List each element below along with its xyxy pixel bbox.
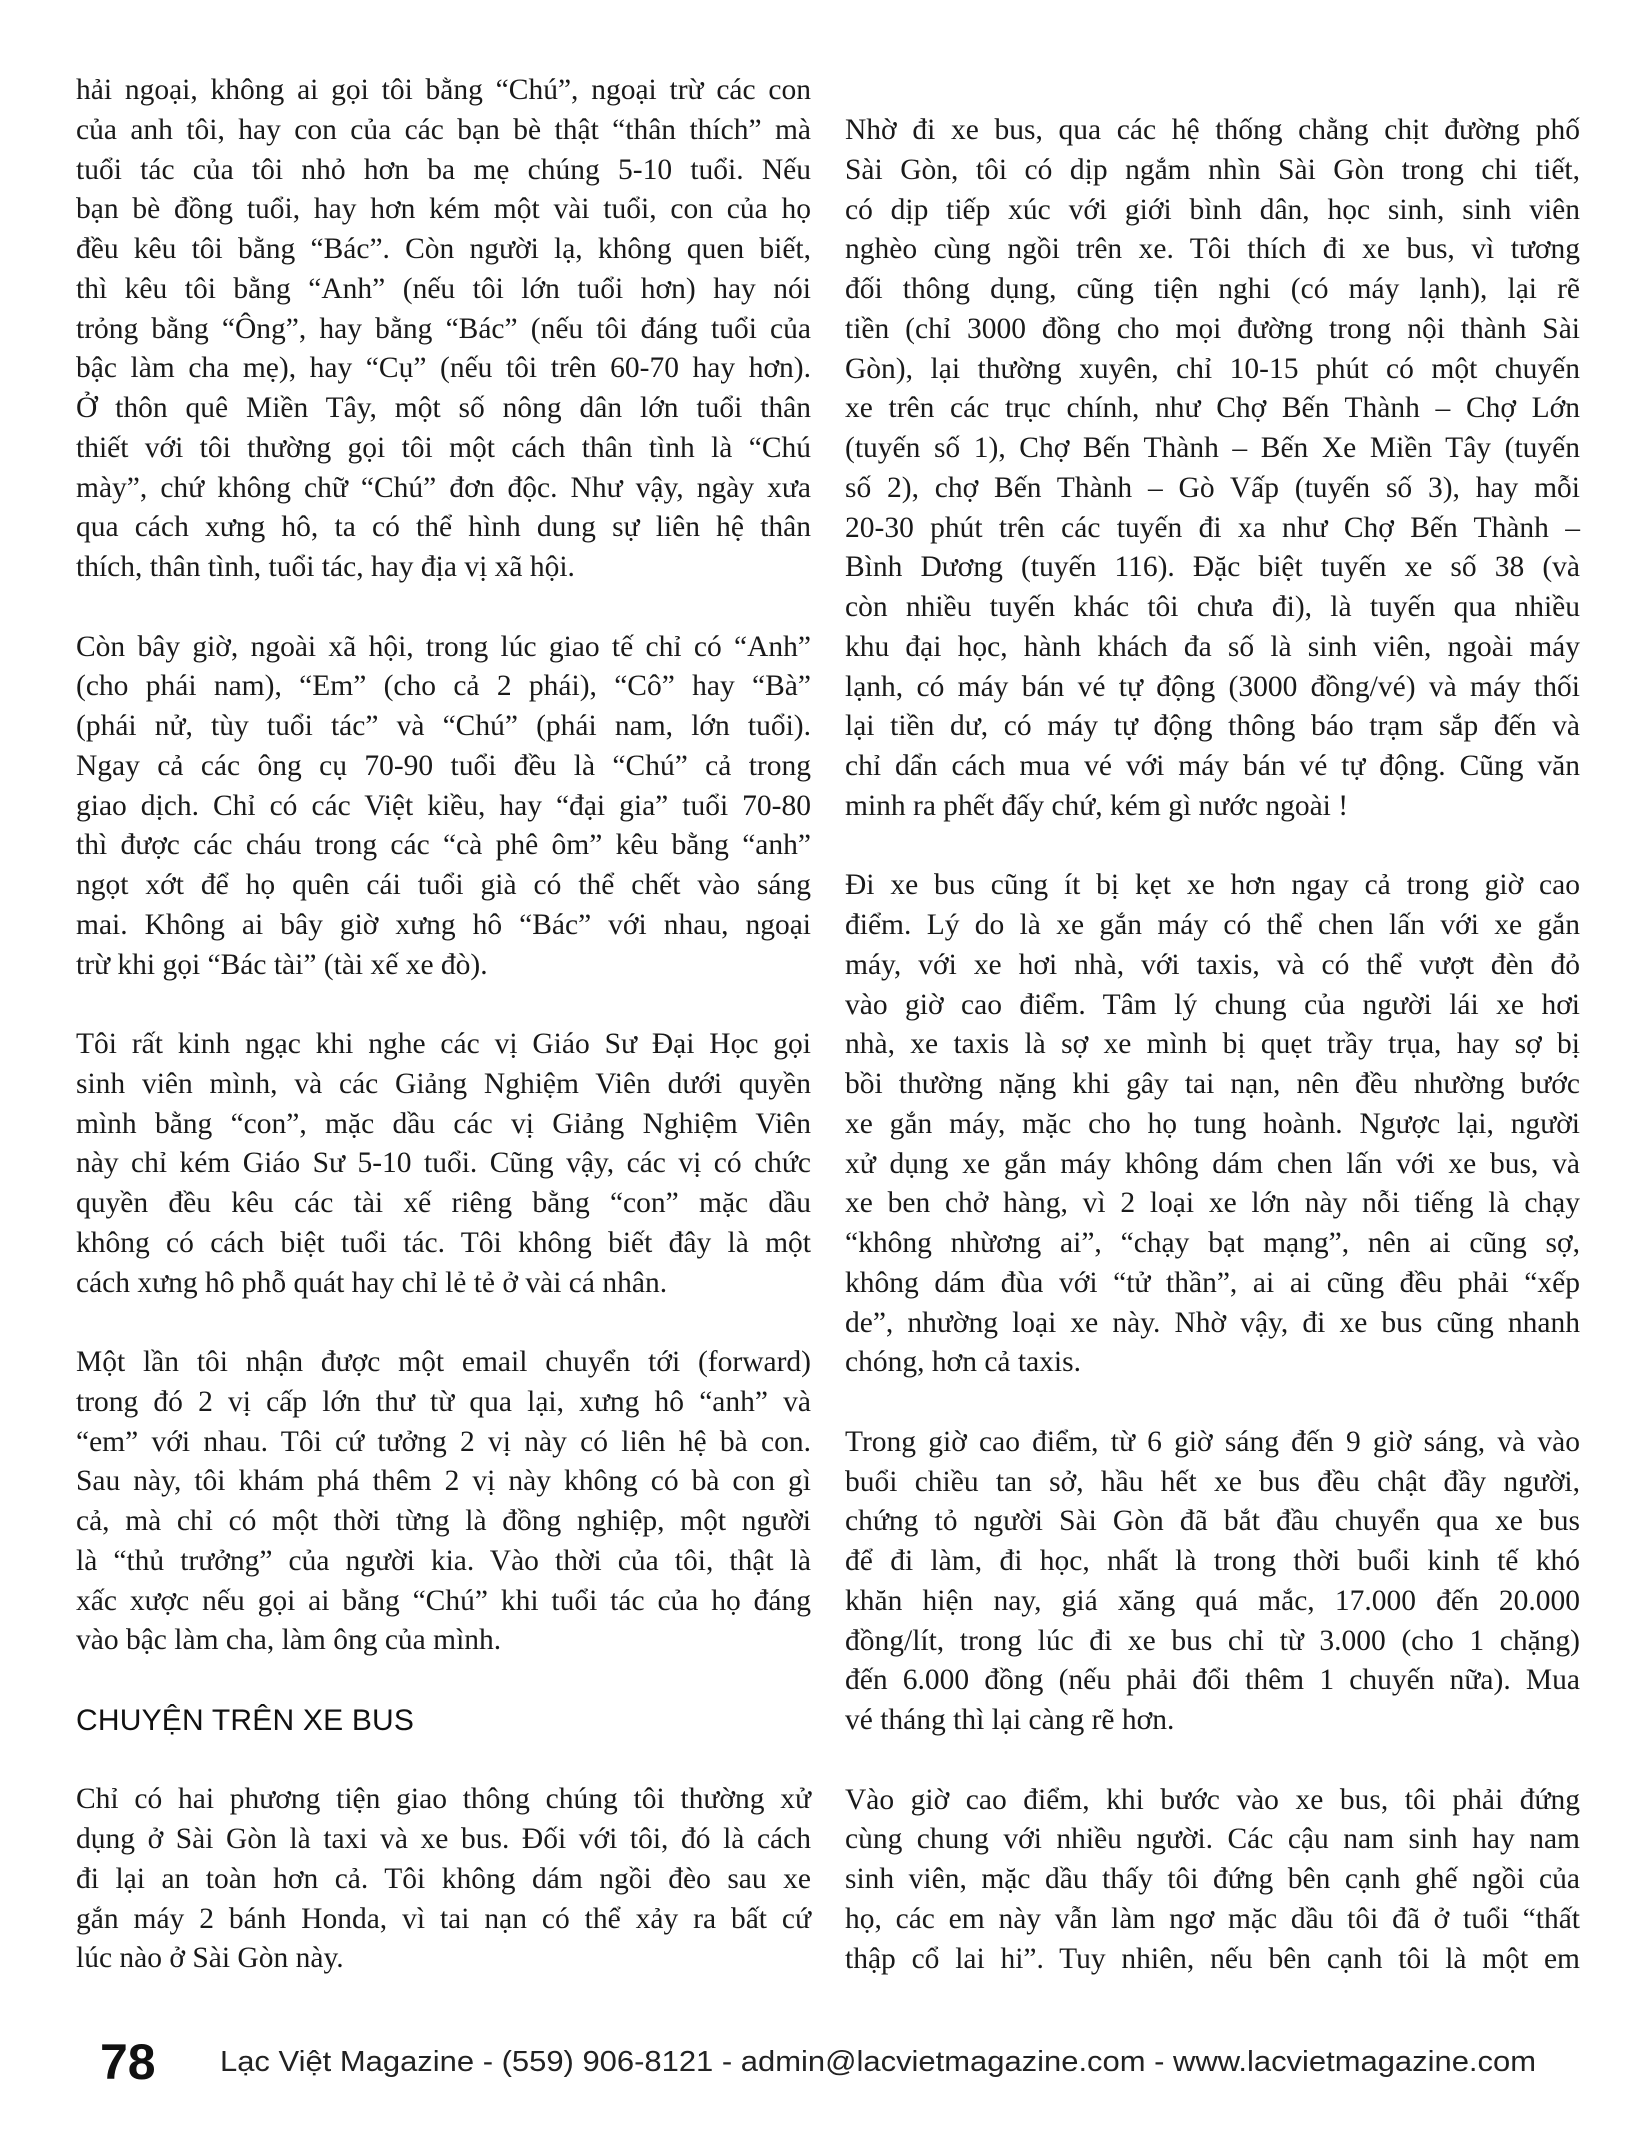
- article-paragraph: [76, 1343, 811, 1661]
- text-line: của anh tôi, hay con của các bạn bè thật “thân thích” mà: [76, 113, 811, 146]
- text-line: cách xưng hô phỗ quát hay chỉ lẻ tẻ ở vài cá nhân.: [76, 1266, 668, 1299]
- text-line: thích, thân tình, tuổi tác, hay địa vị xã hội.: [76, 551, 575, 583]
- text-line: không có cách biệt tuổi tác. Tôi không biết đây là một: [76, 1226, 811, 1259]
- text-line: (cho phái nam), “Em” (cho cả 2 phái), “Cô” hay “Bà”: [76, 670, 811, 703]
- text-line: 20-30 phút trên các tuyến đi xa như Chợ Bến Thành –: [845, 511, 1580, 544]
- text-line: (tuyến số 1), Chợ Bến Thành – Bến Xe Miền Tây (tuyến: [845, 432, 1580, 464]
- text-line: cả, mà chỉ có một thời từng là đồng nghiệp, một người: [76, 1505, 811, 1537]
- text-line: máy, với xe hơi nhà, với taxis, và có thể vượt đèn đỏ: [845, 948, 1580, 981]
- text-line: tuổi tác của tôi nhỏ hơn ba mẹ chúng 5-10 tuổi. Nếu: [76, 153, 811, 186]
- text-line: không dám đùa với “tử thần”, ai ai cũng đều phải “xếp: [845, 1266, 1580, 1299]
- article-paragraph: [76, 71, 811, 588]
- text-line: khăn hiện nay, giá xăng quá mắc, 17.000 đến 20.000: [845, 1584, 1580, 1617]
- text-line: trỏng bằng “Ông”, hay bằng “Bác” (nếu tôi đáng tuổi của: [76, 312, 811, 345]
- text-line: “không nhừơng ai”, “chạy bạt mạng”, nên ai cũng sợ,: [845, 1227, 1580, 1259]
- text-line: buổi chiều tan sở, hầu hết xe bus đều chật đầy người,: [845, 1465, 1580, 1498]
- text-line: Còn bây giờ, ngoài xã hội, trong lúc giao tế chỉ có “Anh”: [76, 630, 811, 663]
- article-paragraph: [845, 1423, 1580, 1741]
- text-line: vào bậc làm cha, làm ông của mình.: [76, 1624, 502, 1657]
- text-line: này chỉ kém Giáo Sư 5-10 tuổi. Cũng vậy, các vị có chức: [76, 1147, 811, 1180]
- text-line: xấc xược nếu gọi ai bằng “Chú” khi tuổi tác của họ đáng: [76, 1584, 811, 1617]
- text-line: Sau này, tôi khám phá thêm 2 vị này không có bà con gì: [76, 1465, 811, 1498]
- text-line: Sài Gòn, tôi có dịp ngắm nhìn Sài Gòn trong chi tiết,: [845, 153, 1580, 186]
- text-line: bậc làm cha mẹ), hay “Cụ” (nếu tôi trên 60-70 hay hơn).: [76, 352, 811, 385]
- text-line: nghèo cùng ngồi trên xe. Tôi thích đi xe bus, vì tương: [845, 233, 1580, 266]
- text-line: giao dịch. Chỉ có các Việt kiều, hay “đại gia” tuổi 70-80: [76, 789, 811, 822]
- text-line: Một lần tôi nhận được một email chuyển tới (forward): [76, 1346, 811, 1378]
- text-line: số 2), chợ Bến Thành – Gò Vấp (tuyến số 3), hay mỗi: [845, 471, 1580, 504]
- text-line: Gòn), lại thường xuyên, chỉ 10-15 phút có một chuyến: [845, 352, 1580, 385]
- text-line: mình bằng “con”, mặc dầu các vị Giảng Nghiệm Viên: [76, 1107, 811, 1140]
- text-line: trong đó 2 vị cấp lớn thư từ qua lại, xưng hô “anh” và: [76, 1385, 811, 1418]
- text-line: thiết với tôi thường gọi tôi một cách thân tình là “Chú: [76, 431, 811, 464]
- text-line: Vào giờ cao điểm, khi bước vào xe bus, tôi phải đứng: [845, 1783, 1580, 1816]
- text-line: Đi xe bus cũng ít bị kẹt xe hơn ngay cả trong giờ cao: [845, 869, 1580, 902]
- magazine-contact-info: Lạc Việt Magazine - (559) 906-8121 - admin@lacvietmagazine.com - www.lacvietmagazine.com: [220, 2046, 1536, 2078]
- text-line: lại tiền dư, có máy tự động thông báo trạm sắp đến và: [845, 710, 1580, 743]
- text-line: là “thủ trưởng” của người kia. Vào thời của tôi, thật là: [76, 1544, 811, 1577]
- text-line: ngọt xớt để họ quên cái tuổi già có thể chết vào sáng: [76, 869, 811, 901]
- text-line: xe gắn máy, mặc cho họ tung hoành. Ngược lại, người: [845, 1107, 1580, 1140]
- text-line: chỉ dẩn cách mua vé với máy bán vé tự động. Cũng văn: [845, 750, 1580, 782]
- text-line: vào giờ cao điểm. Tâm lý chung của người lái xe hơi: [845, 988, 1580, 1021]
- text-line: minh ra phết đấy chứ, kém gì nước ngoài !: [845, 789, 1349, 822]
- text-line: xe trên các trục chính, như Chợ Bến Thành – Chợ Lớn: [845, 392, 1580, 425]
- page-footer: [100, 2030, 1580, 2094]
- page-number: 78: [100, 2034, 156, 2090]
- article-paragraph: [845, 1781, 1580, 1980]
- text-line: đều kêu tôi bằng “Bác”. Còn người lạ, không quen biết,: [76, 233, 811, 265]
- text-line: xe ben chở hàng, vì 2 loại xe lớn này nỗi tiếng là chạy: [845, 1187, 1580, 1220]
- text-line: bồi thường nặng khi gây tai nạn, nên đều nhường bước: [845, 1068, 1580, 1100]
- left-column: [76, 71, 811, 2019]
- text-line: vé tháng thì lại càng rẽ hơn.: [845, 1704, 1175, 1736]
- text-line: còn nhiều tuyến khác tôi chưa đi), là tuyến qua nhiều: [845, 591, 1580, 623]
- text-line: họ, các em này vẫn làm ngơ mặc dầu tôi đã ở tuổi “thất: [845, 1902, 1580, 1935]
- text-line: de”, nhường loại xe này. Nhờ vậy, đi xe bus cũng nhanh: [845, 1306, 1580, 1339]
- text-line: dụng ở Sài Gòn là taxi và xe bus. Đối với tôi, đó là cách: [76, 1823, 811, 1855]
- text-line: (phái nử, tùy tuổi tác” và “Chú” (phái nam, lớn tuổi).: [76, 710, 811, 742]
- section-heading: CHUYỆN TRÊN XE BUS: [76, 1703, 415, 1737]
- text-line: mày”, chứ không chữ “Chú” đơn độc. Như vậy, ngày xưa: [76, 471, 811, 504]
- text-line: có dịp tiếp xúc với giới bình dân, học sinh, sinh viên: [845, 193, 1580, 226]
- text-line: xử dụng xe gắn máy không dám chen lấn với xe bus, và: [845, 1147, 1580, 1180]
- text-line: bạn bè đồng tuổi, hay hơn kém một vài tuổi, con của họ: [76, 193, 811, 226]
- text-line: điểm. Lý do là xe gắn máy có thể chen lấn với xe gắn: [845, 909, 1580, 941]
- article-paragraph: [76, 628, 811, 986]
- text-line: nhà, xe taxis là sợ xe mình bị quẹt trầy trụa, hay sợ bị: [845, 1028, 1580, 1061]
- text-line: Nhờ đi xe bus, qua các hệ thống chằng chịt đường phố: [845, 114, 1580, 146]
- text-line: sinh viên, mặc dầu thấy tôi đứng bên cạnh ghế ngồi của: [845, 1863, 1580, 1895]
- text-line: thì kêu tôi bằng “Anh” (nếu tôi lớn tuổi hơn) hay nói: [76, 272, 811, 305]
- article-paragraph: [845, 866, 1580, 1383]
- text-line: chóng, hơn cả taxis.: [845, 1346, 1081, 1379]
- article-paragraph: [76, 1780, 811, 1979]
- text-line: gắn máy 2 bánh Honda, vì tai nạn có thể xảy ra bất cứ: [76, 1902, 811, 1935]
- text-line: đi lại an toàn hơn cả. Tôi không dám ngồi đèo sau xe: [76, 1862, 811, 1895]
- text-line: Bình Dương (tuyến 116). Đặc biệt tuyến xe số 38 (và: [845, 551, 1580, 584]
- text-line: Chỉ có hai phương tiện giao thông chúng tôi thường xử: [76, 1783, 811, 1816]
- text-line: tiền (chỉ 3000 đồng cho mọi đường trong nội thành Sài: [845, 312, 1580, 345]
- text-line: Trong giờ cao điểm, từ 6 giờ sáng đến 9 giờ sáng, và vào: [845, 1425, 1580, 1458]
- text-line: sinh viên mình, và các Giảng Nghiệm Viên dưới quyền: [76, 1067, 811, 1100]
- text-line: lạnh, có máy bán vé tự động (3000 đồng/vé) và máy thối: [845, 670, 1580, 703]
- text-line: chứng tỏ người Sài Gòn đã bắt đầu chuyển qua xe bus: [845, 1505, 1580, 1538]
- text-line: qua cách xưng hô, ta có thể hình dung sự liên hệ thân: [76, 511, 811, 544]
- text-line: trừ khi gọi “Bác tài” (tài xế xe đò).: [76, 948, 488, 981]
- text-line: Ngay cả các ông cụ 70-90 tuổi đều là “Chú” cả trong: [76, 749, 811, 782]
- article-paragraph: [845, 111, 1580, 827]
- text-line: khu đại học, hành khách đa số là sinh viên, ngoài máy: [845, 630, 1580, 663]
- text-line: hải ngoại, không ai gọi tôi bằng “Chú”, ngoại trừ các con: [76, 74, 811, 106]
- text-line: thập cổ lai hi”. Tuy nhiên, nếu bên cạnh tôi là một em: [845, 1942, 1580, 1975]
- text-line: mai. Không ai bây giờ xưng hô “Bác” với nhau, ngoại: [76, 908, 811, 941]
- text-line: lúc nào ở Sài Gòn này.: [76, 1942, 344, 1975]
- text-line: để đi làm, đi học, nhất là trong thời buổi kinh tế khó: [845, 1545, 1580, 1577]
- text-line: Tôi rất kinh ngạc khi nghe các vị Giáo Sư Đại Học gọi: [76, 1028, 811, 1060]
- article-paragraph: [76, 1025, 811, 1303]
- text-line: “em” với nhau. Tôi cứ tưởng 2 vị này có liên hệ bà con.: [76, 1425, 811, 1458]
- text-line: thì được các cháu trong các “cà phê ôm” kêu bằng “anh”: [76, 829, 811, 862]
- text-line: đến 6.000 đồng (nếu phải đổi thêm 1 chuyến nữa). Mua: [845, 1664, 1580, 1697]
- right-column: [845, 111, 1580, 2019]
- text-line: cùng chung với nhiều người. Các cậu nam sinh hay nam: [845, 1823, 1580, 1856]
- text-line: đồng/lít, trong lúc đi xe bus chỉ từ 3.000 (cho 1 chặng): [845, 1624, 1580, 1657]
- text-line: quyền đều kêu các tài xế riêng bằng “con” mặc dầu: [76, 1187, 811, 1219]
- text-line: đối thông dụng, cũng tiện nghi (có máy lạnh), lại rẽ: [845, 273, 1580, 305]
- text-line: Ở thôn quê Miền Tây, một số nông dân lớn tuổi thân: [76, 392, 811, 424]
